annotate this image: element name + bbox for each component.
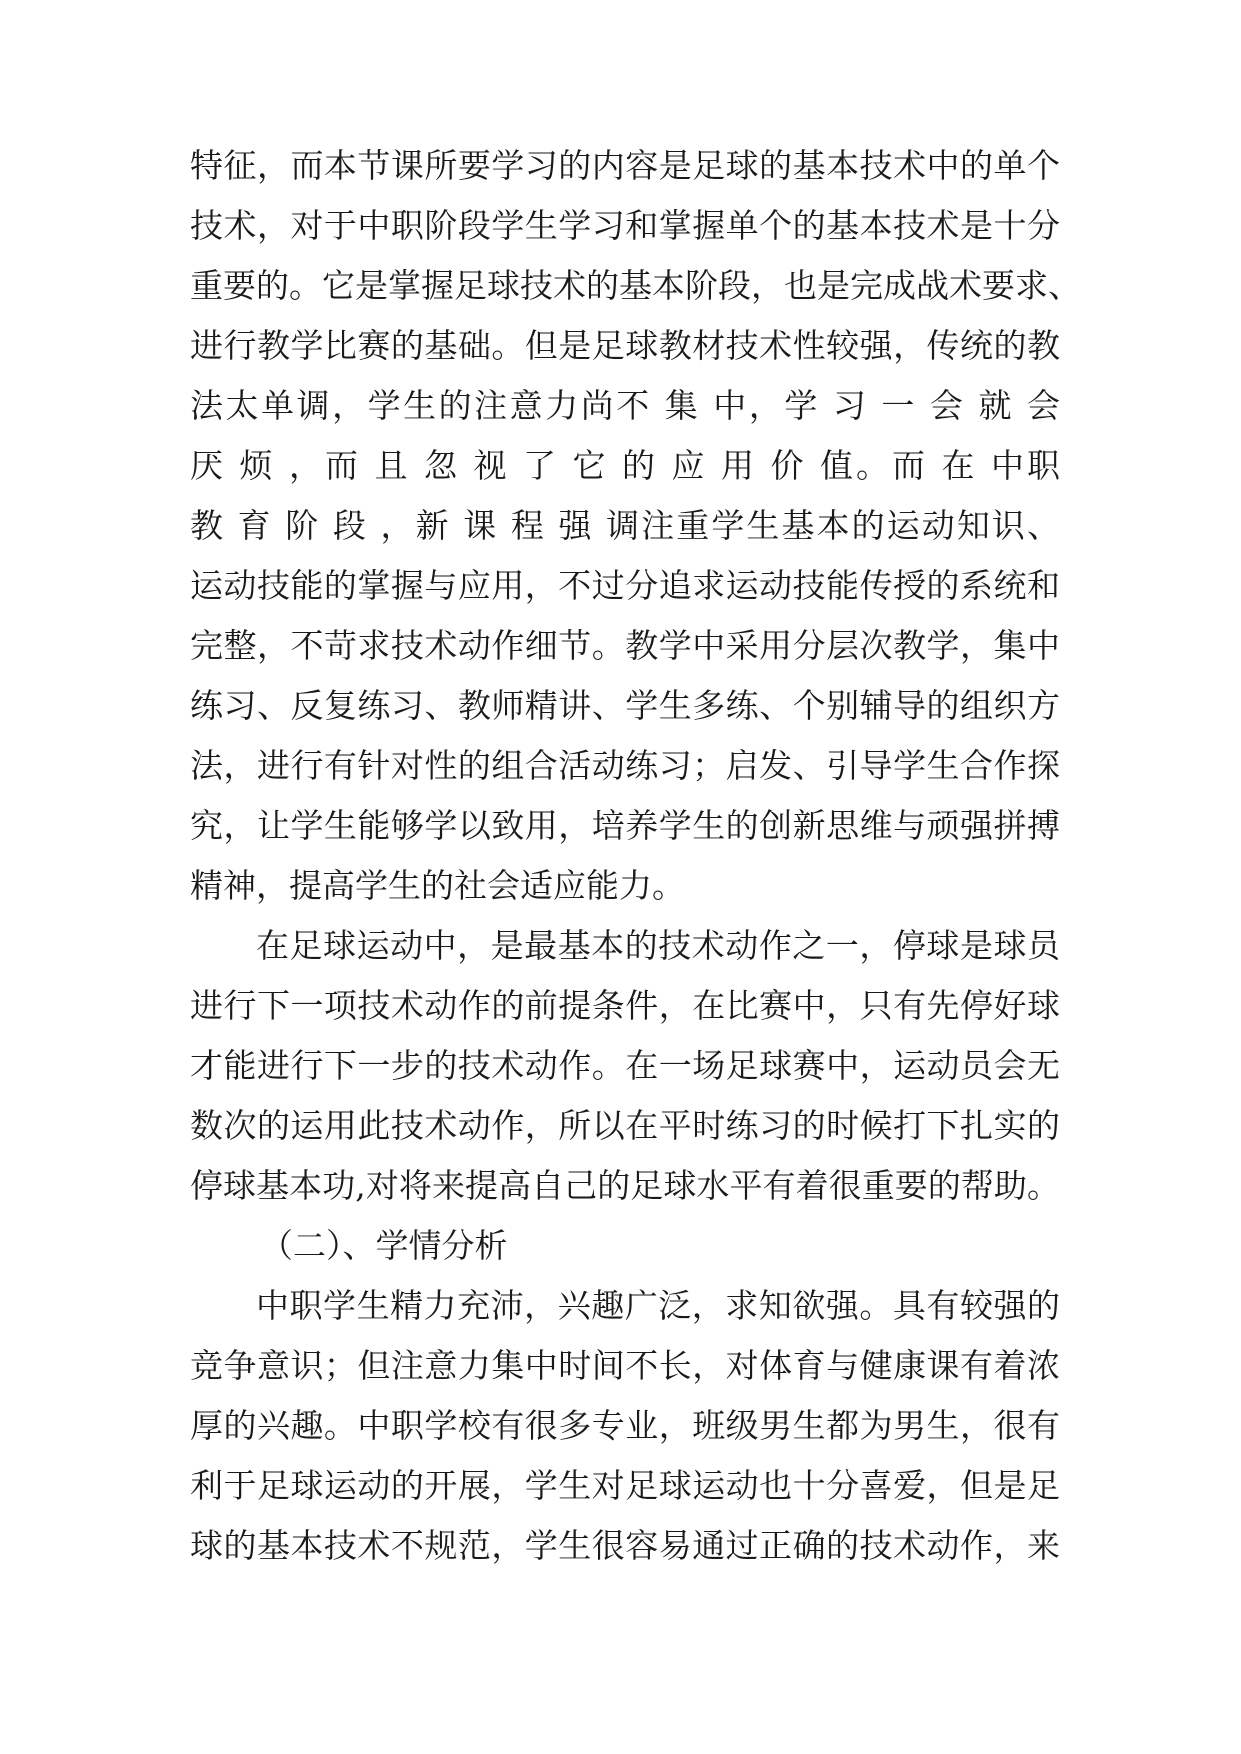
text-line: 练习、反复练习、教师精讲、学生多练、个别辅导的组织方 [190, 686, 1060, 725]
text-line: 厚的兴趣。中职学校有很多专业，班级男生都为男生，很有 [190, 1406, 1060, 1445]
text-line: 完整，不苛求技术动作细节。教学中采用分层次教学，集中 [190, 626, 1060, 665]
text-line: 才能进行下一步的技术动作。在一场足球赛中，运动员会无 [190, 1046, 1060, 1085]
text-line: 教 育 阶 段 ，新 课 程 强 调注重学生基本的运动知识、 [190, 506, 1060, 545]
text-line: 法，进行有针对性的组合活动练习；启发、引导学生合作探 [190, 746, 1060, 785]
text-line: 运动技能的掌握与应用，不过分追求运动技能传授的系统和 [190, 566, 1060, 605]
section-heading: （二）、学情分析 [260, 1226, 508, 1265]
text-line: 法太单调，学生的注意力尚不 集 中，学 习 一 会 就 会 [190, 386, 1060, 425]
text-line: 特征，而本节课所要学习的内容是足球的基本技术中的单个 [190, 146, 1060, 185]
text-line: 利于足球运动的开展，学生对足球运动也十分喜爱，但是足 [190, 1466, 1060, 1505]
paragraph-first-line: 在足球运动中，是最基本的技术动作之一，停球是球员 [256, 926, 1060, 965]
text-line: 竞争意识；但注意力集中时间不长，对体育与健康课有着浓 [190, 1346, 1060, 1385]
text-line: 停球基本功,对将来提高自己的足球水平有着很重要的帮助。 [190, 1166, 1060, 1205]
text-line: 球的基本技术不规范，学生很容易通过正确的技术动作，来 [190, 1526, 1060, 1565]
text-line: 进行教学比赛的基础。但是足球教材技术性较强，传统的教 [190, 326, 1060, 365]
text-line: 精神，提高学生的社会适应能力。 [190, 866, 685, 905]
paragraph-first-line: 中职学生精力充沛，兴趣广泛，求知欲强。具有较强的 [256, 1286, 1060, 1325]
text-line: 进行下一项技术动作的前提条件，在比赛中，只有先停好球 [190, 986, 1060, 1025]
text-line: 厌 烦 ，而 且 忽 视 了 它 的 应 用 价 值。而 在 中职 [190, 446, 1060, 485]
text-line: 数次的运用此技术动作，所以在平时练习的时候打下扎实的 [190, 1106, 1060, 1145]
text-line: 究，让学生能够学以致用，培养学生的创新思维与顽强拼搏 [190, 806, 1060, 845]
text-line: 技术，对于中职阶段学生学习和掌握单个的基本技术是十分 [190, 206, 1060, 245]
text-line: 重要的。它是掌握足球技术的基本阶段，也是完成战术要求、 [190, 266, 1081, 305]
